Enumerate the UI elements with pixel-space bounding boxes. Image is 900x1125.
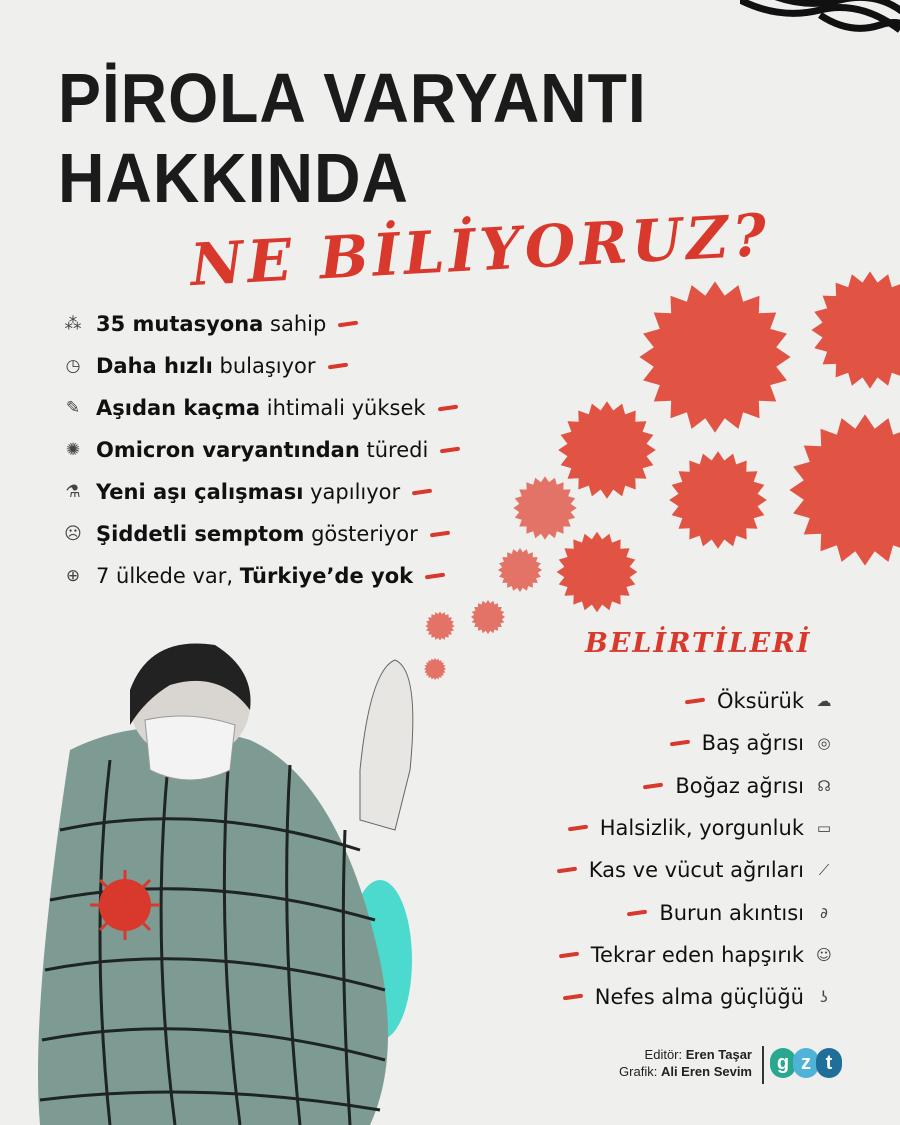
red-dash-decoration	[568, 825, 588, 832]
speed-timer-icon: ◷	[65, 356, 81, 376]
fact-item	[62, 303, 460, 345]
sick-face-icon: ☹	[64, 524, 82, 544]
red-dash-decoration	[563, 994, 583, 1001]
fact-bold-tail: Türkiye’de yok	[239, 564, 414, 588]
red-dash-decoration	[627, 909, 647, 916]
sick-person-illustration	[0, 630, 430, 1125]
fact-text: bulaşıyor	[212, 354, 316, 378]
red-dash-decoration	[557, 867, 577, 874]
red-dash-decoration	[643, 782, 663, 789]
virus-icon	[513, 476, 576, 539]
symptom-label: Kas ve vücut ağrıları	[588, 858, 804, 883]
virus-icon	[471, 600, 505, 634]
cough-icon: ☁	[816, 692, 832, 711]
sneeze-icon: ☺	[816, 945, 832, 964]
muscle-icon: ⟋	[818, 861, 830, 880]
symptom-item	[557, 680, 834, 722]
fact-item	[62, 555, 460, 597]
gzt-logo	[770, 1048, 839, 1078]
runny-nose-icon: ∂	[820, 903, 828, 922]
credits-divider	[762, 1046, 764, 1084]
fact-text: gösteriyor	[304, 522, 418, 546]
red-dash-decoration	[685, 698, 705, 705]
fact-bold-text: Omicron varyantından	[96, 438, 360, 462]
symptoms-list	[557, 680, 834, 1018]
red-dash-decoration	[559, 952, 579, 959]
title-line-2: HAKKINDA	[58, 139, 409, 217]
fact-item	[62, 471, 460, 513]
symptom-item	[557, 849, 834, 891]
red-dash-decoration	[669, 740, 689, 747]
globe-icon: ⊕	[65, 566, 81, 586]
credits	[619, 1046, 752, 1080]
symptom-label: Nefes alma güçlüğü	[594, 985, 804, 1010]
symptom-item	[557, 976, 834, 1018]
virus-icon	[498, 548, 542, 592]
symptom-label: Öksürük	[716, 689, 804, 714]
virus-icon	[811, 271, 900, 388]
virus-mutation-icon: ⁂	[64, 314, 82, 334]
logo-letter-z: z	[793, 1048, 819, 1078]
page-subtitle: NE BİLİYORUZ?	[188, 200, 772, 300]
graphic-label: Grafik:	[619, 1064, 658, 1079]
fact-text: türedi	[359, 438, 429, 462]
red-dash-decoration	[440, 447, 460, 454]
vaccine-vial-icon: ⚗	[65, 482, 81, 502]
fact-text: yapılıyor	[303, 480, 401, 504]
fact-text: 7 ülkede var,	[96, 564, 240, 588]
nose-icon: ʖ	[820, 988, 828, 1007]
facts-list	[62, 303, 460, 597]
editor-name: Eren Taşar	[685, 1047, 752, 1062]
fact-item	[62, 387, 460, 429]
virus-icon	[639, 281, 790, 432]
symptom-label: Tekrar eden hapşırık	[590, 942, 804, 967]
fact-item	[62, 345, 460, 387]
symptoms-title: BELİRTİLERİ	[585, 628, 812, 659]
sore-throat-icon: ☊	[817, 776, 831, 795]
logo-letter-g: g	[770, 1048, 796, 1078]
graphic-name: Ali Eren Sevim	[660, 1064, 752, 1079]
symptom-label: Burun akıntısı	[659, 900, 804, 925]
headache-icon: ◎	[817, 734, 831, 753]
virus-icon: ✺	[65, 440, 81, 460]
red-dash-decoration	[425, 573, 445, 580]
fact-text: sahip	[263, 312, 327, 336]
syringe-icon: ✎	[65, 398, 81, 418]
symptom-item	[557, 765, 834, 807]
symptom-label: Boğaz ağrısı	[675, 773, 804, 798]
symptom-item	[557, 722, 834, 764]
virus-icon	[557, 532, 638, 613]
fact-bold-text: Yeni aşı çalışması	[96, 480, 304, 504]
virus-icon	[789, 414, 900, 565]
red-dash-decoration	[412, 489, 432, 496]
fact-bold-text: Şiddetli semptom	[96, 522, 305, 546]
logo-letter-t: t	[816, 1048, 842, 1078]
virus-icon	[558, 401, 656, 499]
symptom-label: Baş ağrısı	[701, 731, 804, 756]
red-dash-decoration	[338, 321, 358, 328]
symptom-item	[557, 934, 834, 976]
symptom-label: Halsizlik, yorgunluk	[599, 816, 804, 841]
editor-label: Editör:	[644, 1047, 683, 1062]
symptom-item	[557, 891, 834, 933]
low-battery-icon: ▭	[816, 819, 832, 838]
red-dash-decoration	[327, 363, 347, 370]
fact-bold-text: 35 mutasyona	[96, 312, 264, 336]
red-dash-decoration	[437, 405, 457, 412]
fact-bold-text: Aşıdan kaçma	[96, 396, 261, 420]
red-dash-decoration	[430, 531, 450, 538]
title-line-1: PİROLA VARYANTI	[58, 59, 647, 137]
symptom-item	[557, 807, 834, 849]
fact-bold-text: Daha hızlı	[96, 354, 213, 378]
virus-icon	[669, 451, 767, 549]
fact-item	[62, 429, 460, 471]
fact-text: ihtimali yüksek	[260, 396, 426, 420]
fact-item	[62, 513, 460, 555]
